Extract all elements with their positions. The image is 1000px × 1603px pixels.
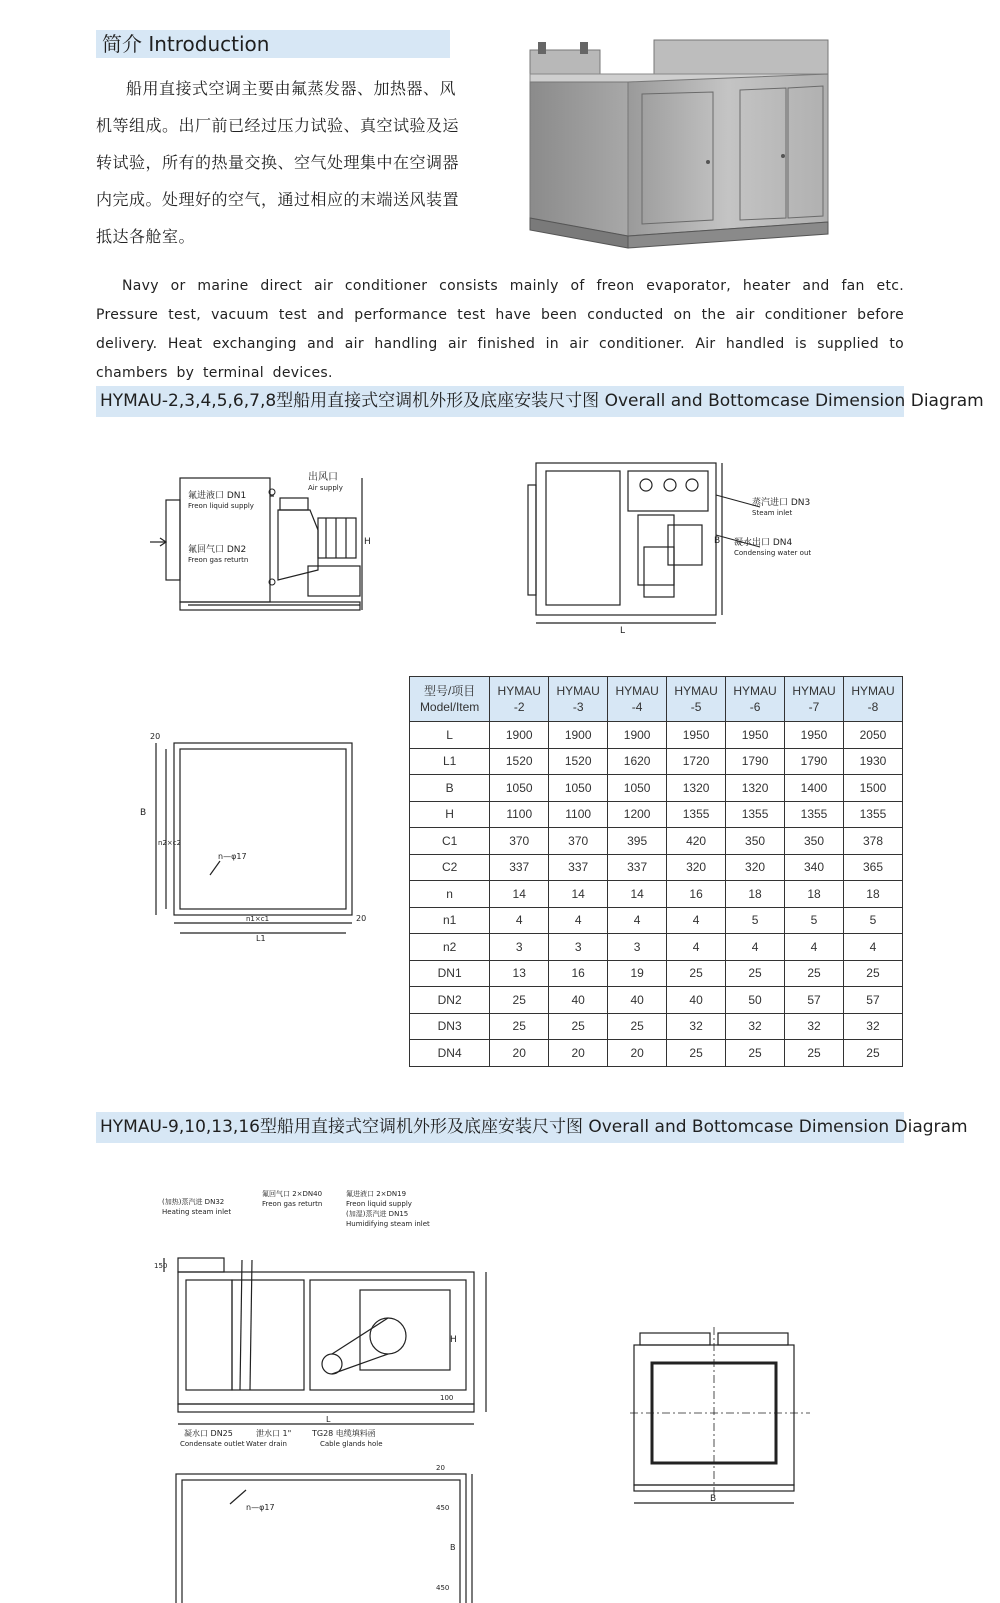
spec-cell: 1100 [490, 801, 549, 828]
spec-table-row [410, 1013, 903, 1040]
spec-cell: 32 [667, 1013, 726, 1040]
spec-cell: 1100 [549, 801, 608, 828]
dim-n1c1-label: n1×c1 [246, 915, 270, 923]
spec-cell: 19 [608, 960, 667, 987]
freon-gas-label-en: Freon gas returtn [188, 556, 249, 564]
header-model-cell: HYMAU -3 [549, 677, 608, 722]
spec-cell: 14 [608, 881, 667, 908]
spec-cell: 1520 [549, 748, 608, 775]
condensate-label-zh: 凝水口 DN25 [184, 1429, 233, 1438]
spec-cell: 25 [490, 987, 549, 1014]
spec-cell: 18 [785, 881, 844, 908]
spec-cell: 4 [843, 934, 902, 961]
spec-cell: 1050 [549, 775, 608, 802]
spec-cell: 1200 [608, 801, 667, 828]
spec-cell: 13 [490, 960, 549, 987]
spec-table-row [410, 987, 903, 1014]
spec-table-row [410, 828, 903, 855]
freon-liquid-label-zh: 氟进液口 DN1 [188, 491, 247, 501]
side-view-diagram [150, 470, 380, 640]
spec-cell: 20 [549, 1040, 608, 1067]
spec-cell: 337 [608, 854, 667, 881]
dim-b-base3-label: B [450, 1543, 456, 1552]
spec-table-row [410, 960, 903, 987]
spec-cell: 3 [608, 934, 667, 961]
dim-b-label: B [714, 536, 721, 546]
spec-cell: 4 [785, 934, 844, 961]
header-model-cell: HYMAU -4 [608, 677, 667, 722]
header-item-cell: 型号/项目 Model/Item [410, 677, 490, 722]
spec-cell: 1720 [667, 748, 726, 775]
spec-cell: 57 [843, 987, 902, 1014]
spec-table-row [410, 748, 903, 775]
spec-cell: 350 [726, 828, 785, 855]
large-unit-front-diagram [630, 1325, 820, 1510]
spec-row-label: n2 [410, 934, 490, 961]
dim-h-label: H [364, 537, 371, 547]
section2-title: HYMAU-2,3,4,5,6,7,8型船用直接式空调机外形及底座安装尺寸图 Overall and Bottomcase Dimension Diagram [96, 386, 904, 417]
spec-cell: 40 [608, 987, 667, 1014]
spec-row-label: H [410, 801, 490, 828]
spec-table-row [410, 801, 903, 828]
spec-row-label: DN1 [410, 960, 490, 987]
front-view-diagram [520, 455, 840, 635]
spec-table-header-row [410, 677, 903, 722]
drain-label-zh: 泄水口 1" [256, 1429, 292, 1438]
spec-row-label: DN2 [410, 987, 490, 1014]
intro-chinese-paragraph [96, 70, 466, 255]
header-model-cell: HYMAU -6 [726, 677, 785, 722]
spec-cell: 2050 [843, 722, 902, 749]
steam-inlet-label-en: Steam inlet [752, 509, 793, 517]
freon-liquid-3-label-zh: 氟进液口 2×DN19 [346, 1190, 407, 1198]
product-photo [518, 22, 886, 262]
spec-cell: 337 [490, 854, 549, 881]
spec-cell: 25 [549, 1013, 608, 1040]
spec-cell: 320 [667, 854, 726, 881]
dim-100-label: 100 [440, 1394, 454, 1402]
spec-cell: 1355 [726, 801, 785, 828]
spec-cell: 18 [843, 881, 902, 908]
freon-liquid-label-en: Freon liquid supply [188, 502, 254, 510]
spec-cell: 32 [726, 1013, 785, 1040]
spec-cell: 25 [843, 1040, 902, 1067]
spec-table-row [410, 1040, 903, 1067]
header-model-cell: HYMAU -5 [667, 677, 726, 722]
spec-cell: 16 [667, 881, 726, 908]
spec-table-row [410, 722, 903, 749]
spec-cell: 1400 [785, 775, 844, 802]
spec-cell: 420 [667, 828, 726, 855]
spec-cell: 1355 [843, 801, 902, 828]
dim-l1-label: L1 [256, 934, 266, 943]
condensing-label-zh: 凝水出口 DN4 [734, 538, 793, 548]
spec-cell: 40 [549, 987, 608, 1014]
header-model-cell: HYMAU -8 [843, 677, 902, 722]
spec-cell: 20 [490, 1040, 549, 1067]
spec-cell: 32 [843, 1013, 902, 1040]
spec-cell: 1355 [785, 801, 844, 828]
spec-row-label: DN3 [410, 1013, 490, 1040]
spec-cell: 40 [667, 987, 726, 1014]
spec-cell: 32 [785, 1013, 844, 1040]
freon-liquid-3-label-en: Freon liquid supply [346, 1200, 412, 1208]
spec-cell: 14 [549, 881, 608, 908]
dim-450-top-label: 450 [436, 1504, 450, 1512]
spec-cell: 1320 [667, 775, 726, 802]
heating-steam-label-en: Heating steam inlet [162, 1208, 232, 1216]
base-plan-diagram [130, 725, 370, 945]
spec-cell: 20 [608, 1040, 667, 1067]
spec-cell: 378 [843, 828, 902, 855]
intro-english-paragraph [96, 272, 904, 388]
spec-cell: 3 [549, 934, 608, 961]
spec-cell: 4 [667, 934, 726, 961]
spec-table-row [410, 907, 903, 934]
dim-h3-label: H [450, 1335, 457, 1345]
spec-cell: 25 [726, 960, 785, 987]
dim-20-top-label: 20 [150, 732, 161, 741]
dim-l-label: L [620, 626, 626, 636]
spec-row-label: C2 [410, 854, 490, 881]
spec-cell: 3 [490, 934, 549, 961]
air-supply-label-zh: 出风口 [308, 472, 338, 483]
spec-row-label: L [410, 722, 490, 749]
large-unit-elevation-diagram [150, 1190, 490, 1450]
spec-cell: 1355 [667, 801, 726, 828]
base-dim-b-label: B [140, 808, 147, 818]
humid-steam-label-en: Humidifying steam inlet [346, 1220, 430, 1228]
spec-table-row [410, 881, 903, 908]
large-unit-base-diagram [150, 1450, 490, 1603]
spec-cell: 25 [726, 1040, 785, 1067]
dim-150-label: 150 [154, 1262, 168, 1270]
spec-cell: 1950 [667, 722, 726, 749]
spec-cell: 5 [843, 907, 902, 934]
spec-cell: 1050 [608, 775, 667, 802]
spec-cell: 25 [785, 1040, 844, 1067]
spec-cell: 1500 [843, 775, 902, 802]
spec-cell: 4 [490, 907, 549, 934]
intro-title: 简介 Introduction [96, 30, 450, 58]
spec-cell: 1790 [726, 748, 785, 775]
section3-title: HYMAU-9,10,13,16型船用直接式空调机外形及底座安装尺寸图 Overall and Bottomcase Dimension Diagram [96, 1112, 904, 1143]
hole-label: n—φ17 [218, 852, 247, 861]
spec-row-label: DN4 [410, 1040, 490, 1067]
spec-cell: 1930 [843, 748, 902, 775]
spec-cell: 25 [490, 1013, 549, 1040]
spec-cell: 50 [726, 987, 785, 1014]
spec-table [409, 676, 903, 1067]
drain-label-en: Water drain [246, 1440, 287, 1448]
spec-cell: 25 [667, 1040, 726, 1067]
steam-inlet-label-zh: 蒸汽进口 DN3 [752, 498, 811, 508]
spec-cell: 1950 [785, 722, 844, 749]
intro-chinese-text: 船用直接式空调主要由氟蒸发器、加热器、风机等组成。出厂前已经过压力试验、真空试验及运转试验，所有的热量交换、空气处理集中在空调器内完成。处理好的空气，通过相应的末端送风装置抵达各舱室。 [96, 79, 460, 246]
humid-steam-label-zh: (加湿)蒸汽进 DN15 [346, 1210, 409, 1218]
dim-20-3-label: 20 [436, 1464, 445, 1472]
spec-cell: 25 [608, 1013, 667, 1040]
spec-cell: 320 [726, 854, 785, 881]
spec-row-label: B [410, 775, 490, 802]
spec-cell: 16 [549, 960, 608, 987]
spec-cell: 14 [490, 881, 549, 908]
freon-gas-3-label-en: Freon gas returtn [262, 1200, 323, 1208]
condensate-label-en: Condensate outlet [180, 1440, 245, 1448]
freon-gas-3-label-zh: 氟回气口 2×DN40 [262, 1190, 323, 1198]
air-supply-label-en: Air supply [308, 484, 343, 492]
spec-cell: 57 [785, 987, 844, 1014]
condensing-label-en: Condensing water out [734, 549, 812, 557]
spec-cell: 1900 [490, 722, 549, 749]
hole-3-label: n—φ17 [246, 1503, 275, 1512]
spec-cell: 370 [490, 828, 549, 855]
spec-cell: 1900 [608, 722, 667, 749]
spec-cell: 340 [785, 854, 844, 881]
spec-cell: 365 [843, 854, 902, 881]
spec-cell: 18 [726, 881, 785, 908]
spec-table-row [410, 775, 903, 802]
spec-cell: 25 [843, 960, 902, 987]
dim-450-bottom-label: 450 [436, 1584, 450, 1592]
spec-cell: 1520 [490, 748, 549, 775]
spec-cell: 1900 [549, 722, 608, 749]
spec-row-label: n1 [410, 907, 490, 934]
spec-cell: 337 [549, 854, 608, 881]
header-model-cell: HYMAU -2 [490, 677, 549, 722]
spec-table-row [410, 934, 903, 961]
spec-row-label: L1 [410, 748, 490, 775]
spec-cell: 1050 [490, 775, 549, 802]
header-model-cell: HYMAU -7 [785, 677, 844, 722]
spec-cell: 4 [608, 907, 667, 934]
spec-table-row [410, 854, 903, 881]
dim-20-right-label: 20 [356, 914, 367, 923]
spec-cell: 1620 [608, 748, 667, 775]
spec-cell: 395 [608, 828, 667, 855]
spec-cell: 370 [549, 828, 608, 855]
spec-cell: 4 [667, 907, 726, 934]
spec-cell: 4 [549, 907, 608, 934]
spec-cell: 1320 [726, 775, 785, 802]
cable-label-en: Cable glands hole [320, 1440, 383, 1448]
spec-cell: 1790 [785, 748, 844, 775]
spec-cell: 25 [667, 960, 726, 987]
spec-cell: 5 [785, 907, 844, 934]
spec-row-label: n [410, 881, 490, 908]
heating-steam-label-zh: (加热)蒸汽进 DN32 [162, 1198, 225, 1206]
cable-label-zh: TG28 电缆填料函 [312, 1429, 376, 1438]
spec-cell: 4 [726, 934, 785, 961]
dim-l3-label: L [326, 1415, 331, 1424]
dim-n2c2-label: n2×c2 [158, 839, 182, 847]
spec-cell: 1950 [726, 722, 785, 749]
spec-cell: 350 [785, 828, 844, 855]
intro-english-text: Navy or marine direct air conditioner consists mainly of freon evaporator, heater and fan etc. Pressure test, vacuum test and performance test have been conducted on the air conditioner before delivery. Heat exchanging and air handling air finished in air conditioner. Air handled is supplied to chambers by terminal devices. [96, 278, 904, 381]
spec-cell: 5 [726, 907, 785, 934]
spec-row-label: C1 [410, 828, 490, 855]
freon-gas-label-zh: 氟回气口 DN2 [188, 545, 247, 555]
dim-b3-label: B [710, 1494, 717, 1504]
spec-cell: 25 [785, 960, 844, 987]
